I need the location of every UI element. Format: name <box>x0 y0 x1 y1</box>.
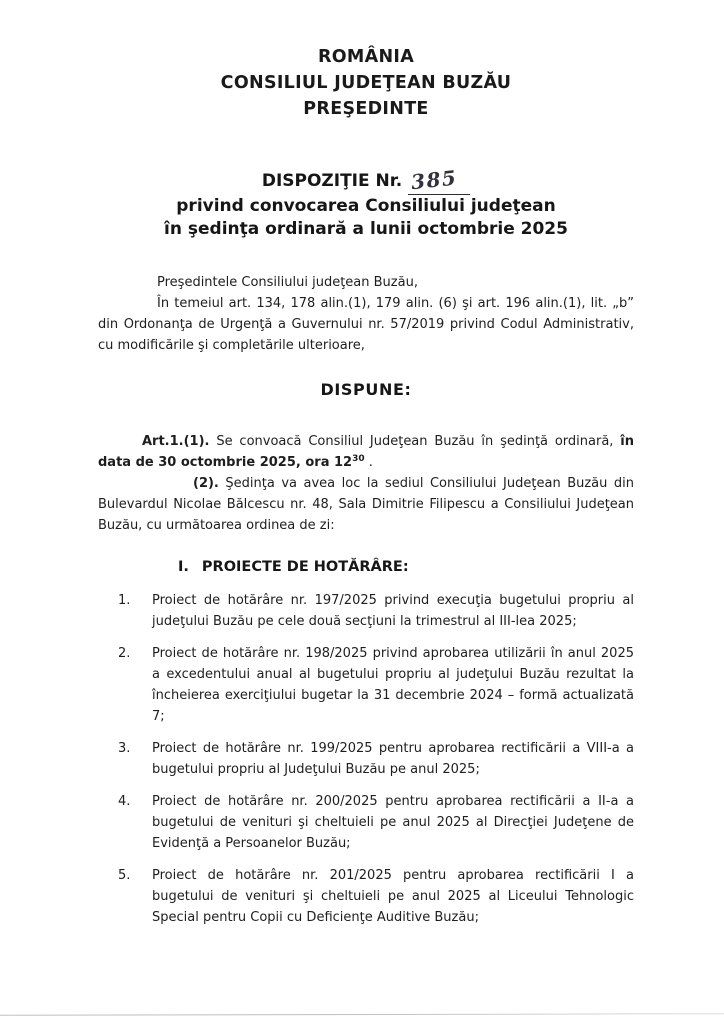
agenda-item-5 <box>98 865 634 928</box>
agenda-item-number: 5. <box>118 867 131 883</box>
agenda-item-1 <box>98 590 634 632</box>
title-subject-line-1: privind convocarea Consiliului judeţean <box>176 195 556 216</box>
section-numeral: I. <box>178 558 189 575</box>
agenda-item-number: 3. <box>118 740 131 756</box>
section-title: PROIECTE DE HOTĂRÂRE: <box>201 558 409 575</box>
article-1-text: Se convoacă Consiliul Judeţean Buzău în şedinţă ordinară, <box>209 433 621 449</box>
agenda-item-text: Proiect de hotărâre nr. 200/2025 pentru aprobarea rectificării a II-a a bugetului de venituri şi cheltuieli pe anul 2025 al Direcţiei Judeţene de Evidenţă a Persoanelor Buzău; <box>152 793 634 851</box>
preamble-legal-basis: În temeiul art. 134, 178 alin.(1), 179 alin. (6) şi art. 196 alin.(1), lit. „b” din Ordonanţa de Urgenţă a Guvernului nr. 57/2019 privind Codul Administrativ, cu modificările şi completările ulterioare, <box>98 295 634 353</box>
title-label: DISPOZIŢIE Nr. <box>261 171 403 191</box>
preamble <box>98 272 634 356</box>
agenda-item-2 <box>98 643 634 727</box>
paragraph-2-text: Şedinţa va avea loc la sediul Consiliului Judeţean Buzău din Bulevardul Nicolae Bălcescu nr. 48, Sala Dimitrie Filipescu a Consiliului Judeţean Buzău, cu următoarea ordinea de zi: <box>98 475 634 533</box>
article-1-lead: Art.1.(1). <box>142 433 210 449</box>
meeting-time-superscript: 30 <box>352 453 365 464</box>
enacting-formula: DISPUNE: <box>320 379 412 399</box>
agenda-item-text: Proiect de hotărâre nr. 201/2025 pentru aprobarea rectificării I a bugetului de venituri şi cheltuieli pe anul 2025 al Liceului Tehnologic Special pentru Copii cu Deficienţe Auditive Buzău; <box>152 867 634 925</box>
article-1-paragraph-2 <box>98 473 634 536</box>
agenda-item-number: 2. <box>118 645 131 661</box>
meeting-date-bold: în data de 30 octombrie 2025, ora 12 <box>98 433 634 470</box>
article-1-period: . <box>364 454 373 470</box>
disposition-number-underline <box>408 165 470 195</box>
agenda-item-text: Proiect de hotărâre nr. 197/2025 privind execuţia bugetului propriu al judeţului Buzău pe cele două secţiuni la trimestrul al III-lea 2025; <box>152 592 634 629</box>
agenda-item-4 <box>98 791 634 854</box>
title-number-line <box>98 165 634 195</box>
agenda-list <box>98 590 634 928</box>
letterhead <box>98 44 634 122</box>
disposition-number-handwritten: 385 <box>410 165 459 195</box>
letterhead-office: PREŞEDINTE <box>303 99 429 119</box>
agenda-item-number: 4. <box>118 793 131 809</box>
document-title <box>98 165 634 242</box>
letterhead-institution: CONSILIUL JUDEŢEAN BUZĂU <box>220 73 512 93</box>
title-subject-line-2: în şedinţa ordinară a lunii octombrie 2025 <box>164 219 568 239</box>
article-1 <box>98 431 634 536</box>
paragraph-2-lead: (2). <box>193 475 219 491</box>
scan-artifact-bottom-line <box>0 1013 724 1016</box>
agenda-item-text: Proiect de hotărâre nr. 199/2025 pentru aprobarea rectificării a VIII-a a bugetului propriu al Judeţului Buzău pe anul 2025; <box>152 740 634 777</box>
agenda-item-text: Proiect de hotărâre nr. 198/2025 privind aprobarea utilizării în anul 2025 a excedentului anual al bugetului propriu al judeţului Buzău rezultat la încheierea exerciţiului bugetar la 31 decembrie 2024 – formă actualizată 7; <box>152 645 634 724</box>
agenda-item-number: 1. <box>118 592 131 608</box>
letterhead-country: ROMÂNIA <box>317 47 415 67</box>
article-1-paragraph-1 <box>98 431 634 473</box>
section-heading-projects <box>178 559 634 575</box>
preamble-issuer: Preşedintele Consiliului judeţean Buzău, <box>157 274 418 290</box>
agenda-item-3 <box>98 738 634 780</box>
